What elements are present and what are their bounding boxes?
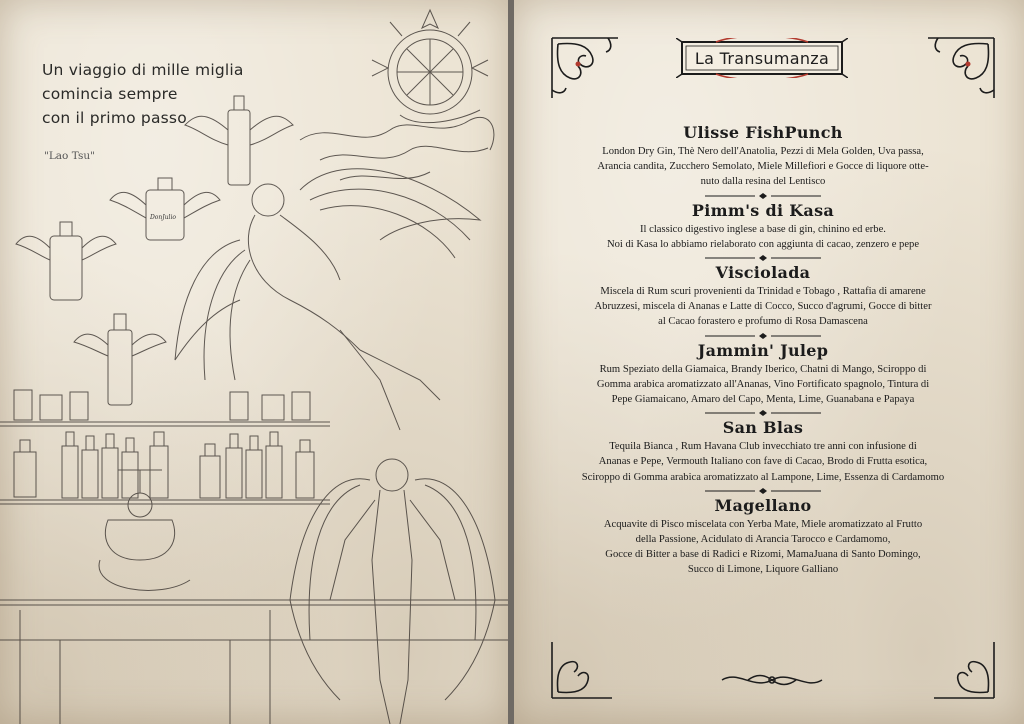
menu-item-description: Gocce di Bitter a base di Radici e Rizomi, MamaJuana di Santo Domingo,: [605, 549, 921, 561]
menu-item-description: London Dry Gin, Thè Nero dell'Anatolia, Pezzi di Mela Golden, Uva passa,: [602, 146, 924, 157]
menu-list: [548, 122, 978, 578]
quote-line: con il primo passo: [42, 109, 187, 127]
left-page: [0, 0, 508, 724]
separator-ornament: [703, 410, 823, 416]
menu-title: La Transumanza: [694, 49, 830, 68]
corner-ornament-icon: [928, 632, 998, 702]
menu-item-name: Jammin' Julep: [697, 340, 829, 360]
menu-item-name: Magellano: [714, 495, 812, 515]
menu-item-name: San Blas: [722, 418, 804, 438]
menu-item: [548, 262, 978, 330]
menu-item: [548, 340, 978, 408]
corner-ornament-icon: [922, 34, 998, 104]
menu-item-name: Visciolada: [715, 263, 811, 283]
menu-item-description: Il classico digestivo inglese a base di gin, chinino ed erbe.: [640, 223, 886, 235]
menu-item-description: Gomma arabica aromatizzato all'Ananas, Vino Fortificato spagnolo, Tintura di: [596, 378, 930, 390]
menu-item-name: Pimm's di Kasa: [691, 200, 835, 220]
menu-item-description: Abruzzesi, miscela di Ananas e Latte di Cocco, Succo d'agrumi, Gocce di bitter: [594, 301, 932, 313]
menu-item-description: Ananas e Pepe, Vermouth Italiano con fave di Cacao, Brodo di Frutta esotica,: [598, 456, 928, 468]
quote-author: "Lao Tsu": [44, 150, 95, 162]
menu-item-description: al Cacao forastero e profumo di Rosa Damascena: [658, 316, 868, 328]
quote: [42, 58, 244, 130]
menu-item: [548, 495, 978, 578]
bottle-label: DonJulio: [150, 214, 177, 221]
menu-item-description: Pepe Giamaicano, Amaro del Capo, Menta, Lime, Guanabana e Papaya: [611, 394, 915, 406]
menu-item-description: Tequila Bianca , Rum Havana Club invecchiato tre anni con infusione di: [609, 441, 917, 453]
menu-item: [548, 122, 978, 190]
separator-ornament: [703, 193, 823, 199]
quote-line: comincia sempre: [42, 85, 178, 103]
menu-item-description: Noi di Kasa lo abbiamo rielaborato con aggiunta di cacao, zenzero e pepe: [606, 238, 920, 250]
menu-item-description: Rum Speziato della Giamaica, Brandy Iberico, Chatni di Mango, Sciroppo di: [599, 363, 927, 375]
flourish-ornament-icon: [718, 668, 826, 692]
menu-item-name: Ulisse FishPunch: [683, 123, 843, 142]
separator-ornament: [703, 333, 823, 339]
menu-item: [548, 200, 978, 252]
menu-item-description: della Passione, Acidulato di Arancia Tarocco e Cardamomo,: [635, 534, 891, 546]
corner-ornament-icon: [548, 34, 624, 104]
corner-ornament-icon: [548, 632, 618, 702]
menu-item: [548, 417, 978, 485]
menu-item-description: Sciroppo di Gomma arabica aromatizzato al Lampone, Lime, Essenza di Cardamomo: [581, 471, 945, 483]
menu-item-description: Arancia candita, Zucchero Semolato, Miele Millefiori e Gocce di liquore otte-: [597, 161, 929, 173]
menu-item-description: Succo di Limone, Liquore Galliano: [687, 564, 839, 576]
sun-icon: [372, 10, 488, 123]
separator-ornament: [703, 255, 823, 261]
menu-item-description: Miscela di Rum scuri provenienti da Trinidad e Tobago , Rattafia di amarene: [600, 286, 926, 298]
menu-item-description: Acquavite di Pisco miscelata con Yerba Mate, Miele aromatizzato al Frutto: [603, 518, 923, 530]
menu-item-description: nuto dalla resina del Lentisco: [700, 176, 826, 188]
angel-figure-icon: [175, 169, 480, 430]
separator-ornament: [703, 488, 823, 494]
quote-line: Un viaggio di mille miglia: [42, 61, 244, 79]
